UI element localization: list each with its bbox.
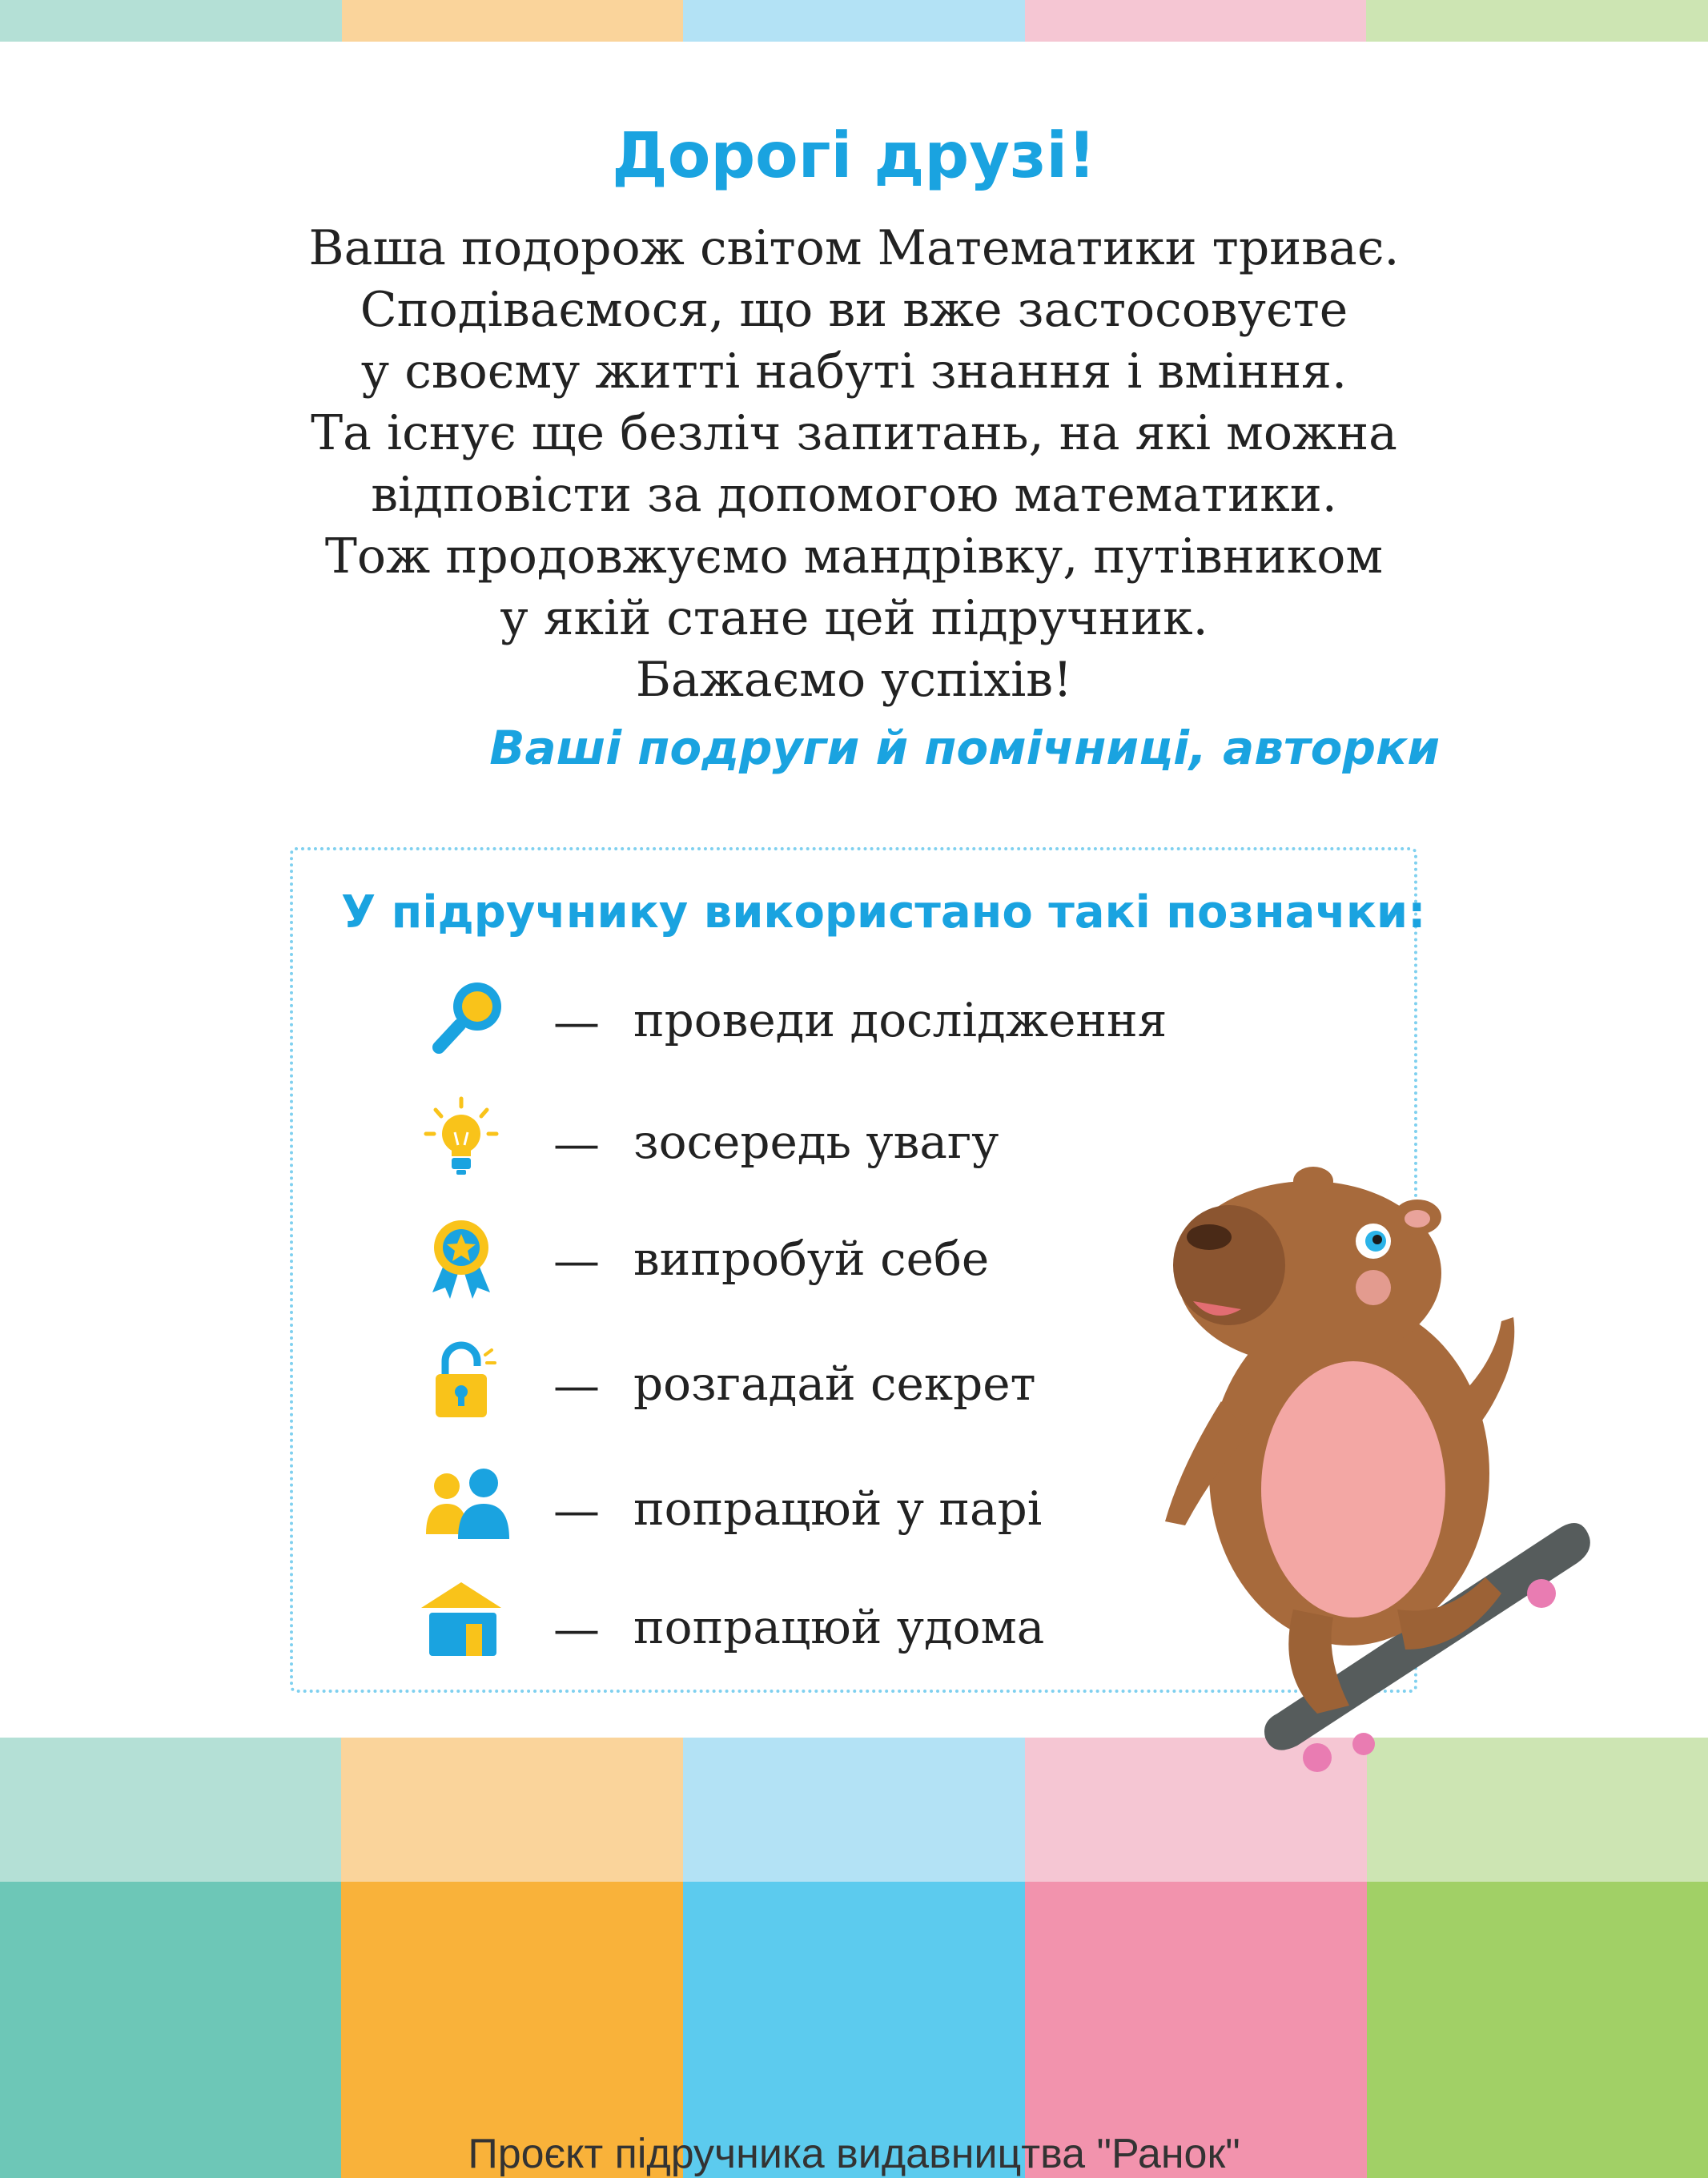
legend-dash: — xyxy=(553,1601,600,1656)
legend-dash: — xyxy=(553,1116,600,1171)
greeting-line: у своєму житті набуті знання і вміння. xyxy=(360,344,1348,400)
legend-label: розгадай секрет xyxy=(633,1356,1036,1411)
greeting-line: Та існує ще безліч запитань, на які можна xyxy=(311,405,1397,461)
legend-label: зосередь увагу xyxy=(633,1115,999,1169)
stripe xyxy=(683,0,1025,42)
greeting-line: Тож продовжуємо мандрівку, путівником xyxy=(324,528,1384,585)
padlock-icon xyxy=(421,1334,517,1430)
magnifier-icon xyxy=(421,970,517,1067)
legend-dash: — xyxy=(553,995,600,1049)
medal-icon xyxy=(421,1209,517,1305)
legend-dash: — xyxy=(553,1358,600,1412)
legend-dash: — xyxy=(553,1233,600,1288)
stripe xyxy=(0,0,342,42)
legend-item-research xyxy=(421,970,1302,1067)
bottom-color-band xyxy=(0,1738,1708,2178)
lightbulb-icon xyxy=(421,1092,517,1188)
capybara-skateboard-illustration xyxy=(1109,1161,1597,1778)
stripe xyxy=(342,0,684,42)
house-icon xyxy=(421,1577,517,1674)
publisher-footer: Проєкт підручника видавництва "Ранок" xyxy=(468,2131,1240,2177)
stripe xyxy=(1366,0,1708,42)
greeting-text xyxy=(0,218,1708,711)
legend-label: попрацюй у парі xyxy=(633,1481,1043,1536)
stripe xyxy=(1025,0,1367,42)
greeting-title: Дорогі друзі! xyxy=(612,120,1096,192)
top-color-stripes xyxy=(0,0,1708,42)
greeting-line: відповісти за допомогою математики. xyxy=(371,467,1337,523)
legend-label: попрацюй удома xyxy=(633,1600,1045,1654)
greeting-line: Бажаємо успіхів! xyxy=(635,652,1073,708)
legend-label: випробуй себе xyxy=(633,1232,990,1286)
legend-title: У підручнику використано такі позначки: xyxy=(341,886,1426,938)
pair-icon xyxy=(421,1459,517,1555)
greeting-line: у якій стане цей підручник. xyxy=(500,590,1208,646)
legend-label: проведи дослідження xyxy=(633,993,1167,1047)
greeting-line: Сподіваємося, що ви вже застосовуєте xyxy=(360,282,1348,338)
signature: Ваші подруги й помічниці, авторки xyxy=(489,721,1440,775)
greeting-line: Ваша подорож світом Математики триває. xyxy=(308,220,1400,276)
legend-dash: — xyxy=(553,1483,600,1537)
